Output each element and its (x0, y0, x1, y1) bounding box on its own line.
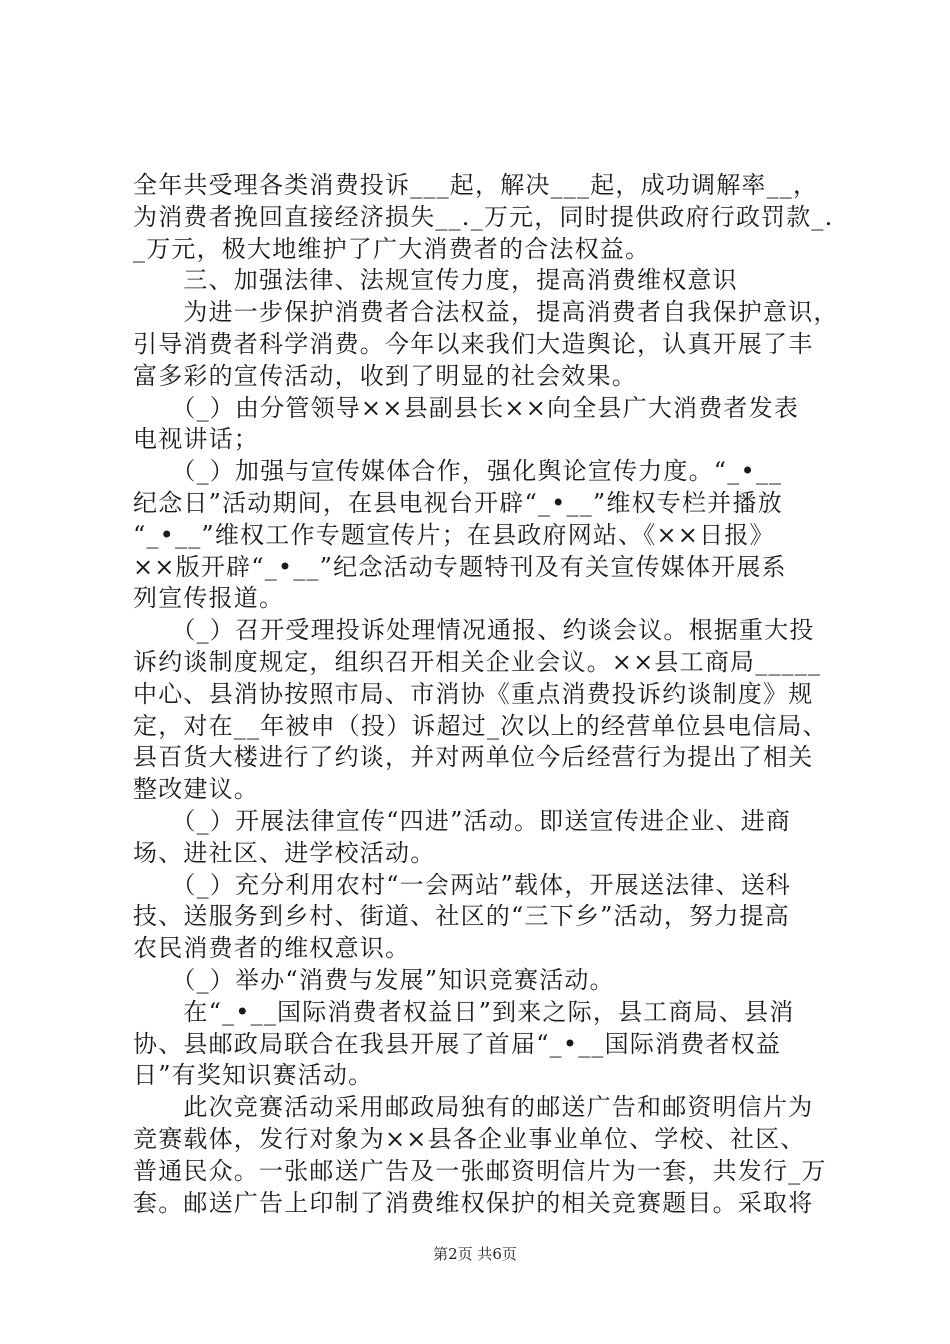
text-line: 在“_•__国际消费者权益日”到来之际，县工商局、县消 (133, 997, 795, 1026)
text-line: “_•__”维权工作专题宣传片；在县政府网站、《××日报》 (133, 520, 775, 549)
text-line: 农民消费者的维权意识。 (133, 934, 411, 963)
text-line: 引导消费者科学消费。今年以来我们大造舆论，认真开展了丰 (133, 329, 814, 358)
section-heading: 三、加强法律、法规宣传力度，提高消费维权意识 (133, 266, 738, 295)
text-line: 富多彩的宣传活动，收到了明显的社会效果。 (133, 361, 637, 390)
page-number-footer: 第2页 共6页 (433, 1245, 517, 1263)
text-line: 为进一步保护消费者合法权益，提高消费者自我保护意识， (133, 298, 839, 327)
text-line: 纪念日”活动期间，在县电视台开辟“_•__”维权专栏并播放 (133, 488, 783, 517)
text-line: 此次竞赛活动采用邮政局独有的邮送广告和邮资明信片为 (133, 1093, 814, 1122)
text-line: 协、县邮政局联合在我县开展了首届“_•__国际消费者权益 (133, 1029, 782, 1058)
text-line: 定，对在__年被申（投）诉超过_次以上的经营单位县电信局、 (133, 711, 828, 740)
text-line: （_）召开受理投诉处理情况通报、约谈会议。根据重大投 (133, 616, 815, 645)
text-line: （_）举办“消费与发展”知识竞赛活动。 (133, 965, 615, 994)
text-line: （_）由分管领导××县副县长××向全县广大消费者发表 (133, 393, 800, 422)
text-line: 整改建议。 (133, 775, 259, 804)
text-line: 电视讲话； (133, 425, 259, 454)
text-line: 套。邮送广告上印制了消费维权保护的相关竞赛题目。采取将 (133, 1188, 814, 1217)
text-line: 县百货大楼进行了约谈，并对两单位今后经营行为提出了相关 (133, 743, 814, 772)
text-line: 竞赛载体，发行对象为××县各企业事业单位、学校、社区、 (133, 1124, 806, 1153)
text-line: 普通民众。一张邮送广告及一张邮资明信片为一套，共发行_万 (133, 1156, 827, 1185)
text-line: （_）加强与宣传媒体合作，强化舆论宣传力度。“_•__ (133, 457, 783, 486)
text-line: 列宣传报道。 (133, 584, 285, 613)
text-line: 中心、县消协按照市局、市消协《重点消费投诉约谈制度》规 (133, 679, 814, 708)
text-line: （_）开展法律宣传“四进”活动。即送宣传进企业、进商 (133, 806, 792, 835)
text-line: 诉约谈制度规定，组织召开相关企业会议。××县工商局_____ (133, 647, 822, 676)
text-line: 日”有奖知识赛活动。 (133, 1061, 374, 1090)
text-line: 为消费者挽回直接经济损失__._万元，同时提供政府行政罚款_. (133, 202, 834, 231)
text-line: （_）充分利用农村“一会两站”载体，开展送法律、送科 (133, 870, 792, 899)
text-line: 技、送服务到乡村、街道、社区的“三下乡”活动，努力提高 (133, 902, 790, 931)
text-line: 场、进社区、进学校活动。 (133, 838, 436, 867)
text-line: ××版开辟“_•__”纪念活动专题特刊及有关宣传媒体开展系 (133, 552, 787, 581)
text-line: 全年共受理各类消费投诉___起，解决___起，成功调解率__， (133, 171, 819, 199)
document-body (133, 170, 839, 1219)
text-line: _万元，极大地维护了广大消费者的合法权益。 (133, 234, 651, 263)
